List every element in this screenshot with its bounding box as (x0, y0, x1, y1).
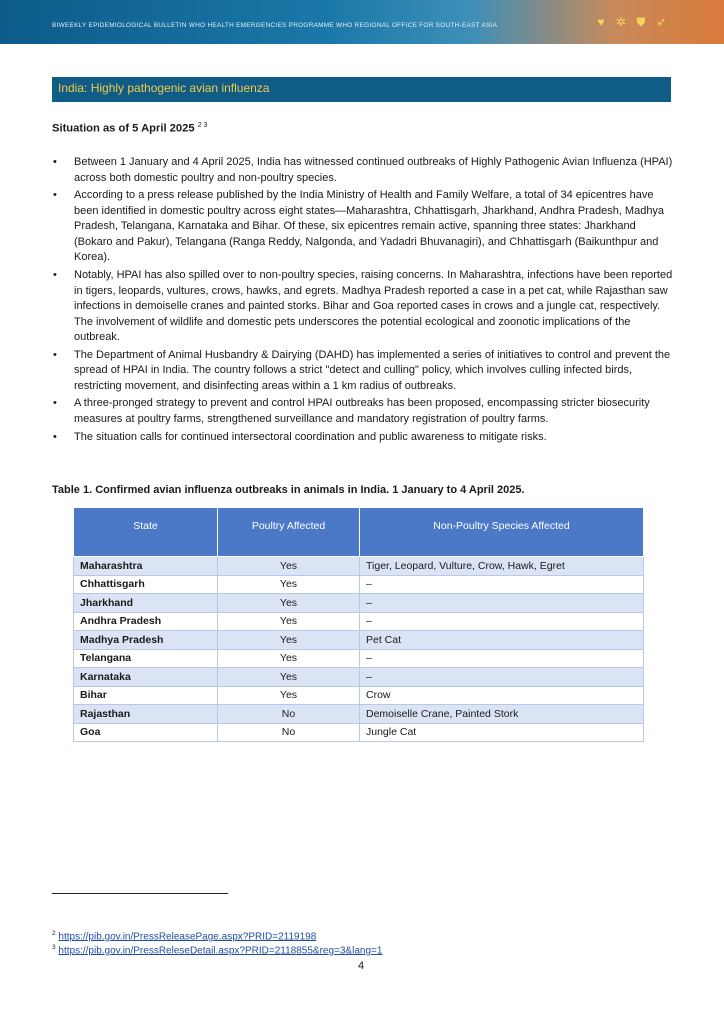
footnote-2 (52, 930, 316, 942)
runner-icon: ➶ (655, 15, 667, 29)
cell-state: Chhattisgarh (74, 575, 218, 594)
cell-poultry: No (218, 723, 360, 742)
bulletin-banner (0, 0, 724, 44)
cell-poultry: Yes (218, 668, 360, 687)
list-item (52, 430, 674, 446)
footnote-number: 3 (52, 944, 56, 951)
bullet-icon: • (53, 156, 57, 168)
list-item (52, 348, 674, 395)
bullet-text: The situation calls for continued intersectoral coordination and public awareness to mitigate risks. (74, 430, 547, 443)
cell-state: Bihar (74, 686, 218, 705)
bullet-icon: • (53, 430, 57, 443)
cell-non-poultry: – (360, 575, 644, 594)
cell-state: Maharashtra (74, 557, 218, 576)
header-poultry: Poultry Affected (218, 508, 360, 557)
situation-refs: 2 3 (197, 122, 208, 129)
footnote-link[interactable]: https://pib.gov.in/PressReleseDetail.aspx?PRID=2118855&reg=3&lang=1 (58, 945, 383, 957)
list-item (52, 268, 674, 346)
cell-non-poultry: – (360, 594, 644, 613)
table-row (74, 723, 644, 742)
bullet-text: Notably, HPAI has also spilled over to non-poultry species, raising concerns. In Maharashtra, infections have been reported in tigers, leopards, vultures, crows, hawks, and egrets. Madhya Pradesh reported a case in a pet cat, while Rajasthan saw infections in demoiselle cranes and painted storks. Bihar and Goa reported cases in crows and a jungle cat, respectively. The involvement of wildlife and domestic pets underscores the potential ecological and zoonotic implications of the outbreak. (74, 268, 673, 344)
list-item (52, 155, 674, 186)
footnote-divider (52, 893, 228, 894)
section-header (52, 77, 671, 102)
cell-state: Andhra Pradesh (74, 612, 218, 631)
cell-state: Telangana (74, 649, 218, 668)
cell-non-poultry: Crow (360, 686, 644, 705)
table-header-row (74, 508, 644, 557)
cell-non-poultry: Jungle Cat (360, 723, 644, 742)
header-non-poultry: Non-Poultry Species Affected (360, 508, 644, 557)
bullet-icon: • (53, 268, 57, 281)
table-row (74, 705, 644, 724)
heart-cross-icon: ♥ (597, 15, 605, 29)
bullet-text: The Department of Animal Husbandry & Dairying (DAHD) has implemented a series of initiatives to control and prevent the spread of HPAI in India. The country follows a strict "detect and culling" policy, which involves culling infected birds, restricting movement, and disinfecting areas within a 1 km radius of outbreaks. (74, 348, 671, 392)
table-row (74, 557, 644, 576)
banner-text: BIWEEKLY EPIDEMIOLOGICAL BULLETIN WHO HEALTH EMERGENCIES PROGRAMME WHO REGIONAL OFFICE FOR SOUTH-EAST ASIA (52, 22, 498, 29)
cell-poultry: Yes (218, 594, 360, 613)
situation-label: Situation as of 5 April 2025 (52, 122, 195, 135)
cell-poultry: Yes (218, 575, 360, 594)
table-row (74, 631, 644, 650)
bullet-text: A three-pronged strategy to prevent and control HPAI outbreaks has been proposed, encompassing stricter biosecurity measures at poultry farms, strengthened surveillance and mandatory registration of poultry farms. (74, 397, 650, 426)
footnote-link[interactable]: https://pib.gov.in/PressReleasePage.aspx?PRID=2119198 (58, 931, 317, 943)
bullet-icon: • (53, 397, 57, 410)
cell-poultry: Yes (218, 631, 360, 650)
table-row (74, 594, 644, 613)
situation-heading (52, 122, 207, 135)
cell-state: Rajasthan (74, 705, 218, 724)
list-item (52, 396, 674, 427)
shield-icon: ⛊ (636, 15, 646, 29)
outbreak-table (73, 507, 644, 742)
cell-poultry: Yes (218, 649, 360, 668)
cell-non-poultry: Pet Cat (360, 631, 644, 650)
header-state: State (74, 508, 218, 557)
cell-poultry: Yes (218, 612, 360, 631)
cell-state: Karnataka (74, 668, 218, 687)
molecule-icon: ✲ (615, 15, 627, 29)
footnote-3 (52, 944, 382, 956)
page-number: 4 (358, 960, 365, 972)
bullet-text: According to a press release published by the India Ministry of Health and Family Welfare, a total of 34 epicentres have been identified in domestic poultry across eight states—Maharashtra, Chhattisgarh, Jharkhand, Andhra Pradesh, Madhya Pradesh, Telangana, Karnataka and Bihar. Of these, six epicentres remain active, spanning three states: Jharkhand (Bokaro and Pakur), Telangana (Ranga Reddy, Nalgonda, and Yadadri Bhuvanagiri), and Chhattisgarh (Baikunthpur and Korea). (74, 189, 665, 264)
cell-non-poultry: – (360, 668, 644, 687)
cell-non-poultry: Demoiselle Crane, Painted Stork (360, 705, 644, 724)
cell-poultry: Yes (218, 557, 360, 576)
bullet-list (52, 155, 674, 447)
cell-state: Jharkhand (74, 594, 218, 613)
cell-non-poultry: – (360, 649, 644, 668)
section-title: India: Highly pathogenic avian influenza (58, 81, 270, 95)
cell-non-poultry: – (360, 612, 644, 631)
cell-poultry: No (218, 705, 360, 724)
bullet-text: Between 1 January and 4 April 2025, India has witnessed continued outbreaks of Highly Pathogenic Avian Influenza (HPAI) across both domestic poultry and non-poultry species. (74, 156, 673, 184)
bullet-icon: • (53, 189, 57, 202)
cell-poultry: Yes (218, 686, 360, 705)
cell-state: Madhya Pradesh (74, 631, 218, 650)
table-row (74, 686, 644, 705)
table-caption: Table 1. Confirmed avian influenza outbreaks in animals in India. 1 January to 4 April 2025. (52, 484, 525, 496)
table-row (74, 649, 644, 668)
cell-non-poultry: Tiger, Leopard, Vulture, Crow, Hawk, Egret (360, 557, 644, 576)
table-row (74, 575, 644, 594)
bullet-icon: • (53, 348, 57, 361)
banner-icons (594, 15, 668, 29)
footnote-number: 2 (52, 930, 56, 937)
cell-state: Goa (74, 723, 218, 742)
table-row (74, 612, 644, 631)
list-item (52, 188, 674, 266)
table-row (74, 668, 644, 687)
